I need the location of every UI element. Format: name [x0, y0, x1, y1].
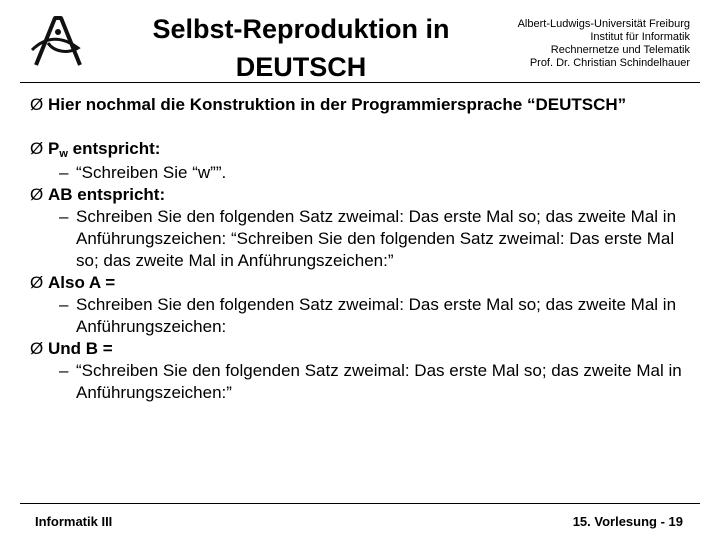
- footer-divider: [20, 503, 700, 504]
- sub-bullet-text: Schreiben Sie den folgenden Satz zweimal: Das erste Mal so; das zweite Mal in Anführungszeichen: “Schreiben Sie den folgenden Satz zweimal: Das erste Mal so; das zweite Mal in Anführungszeichen:”: [76, 207, 677, 270]
- institution-line: Institut für Informatik: [590, 31, 690, 43]
- institution-line: Prof. Dr. Christian Schindelhauer: [529, 57, 690, 69]
- institution-info: [480, 18, 690, 70]
- sub-bullet-text: “Schreiben Sie den folgenden Satz zweimal: Das erste Mal so; das zweite Mal in Anführungszeichen:”: [76, 361, 682, 402]
- bullet-text: AB entspricht:: [48, 185, 166, 204]
- slide-title: [140, 10, 462, 86]
- sub-bullet-text: Schreiben Sie den folgenden Satz zweimal: Das erste Mal so; das zweite Mal in Anführungszeichen:: [76, 295, 677, 336]
- bullet-text: Also A =: [48, 273, 116, 292]
- bullet-text-subscript: w: [59, 148, 68, 160]
- dash-marker: –: [59, 361, 69, 380]
- bullet-konstruktion: [30, 94, 700, 116]
- sub-bullet: [30, 162, 700, 184]
- bullet-pw: [30, 138, 700, 162]
- bullet-marker-icon: Ø: [30, 339, 44, 358]
- bullet-b: [30, 338, 700, 360]
- bullet-marker-icon: Ø: [30, 185, 44, 204]
- slide-title-line2: DEUTSCH: [235, 52, 367, 82]
- institution-line: Albert-Ludwigs-Universität Freiburg: [517, 18, 690, 30]
- title-divider: [20, 82, 700, 83]
- institution-line: Rechnernetze und Telematik: [550, 44, 690, 56]
- dash-marker: –: [59, 295, 69, 314]
- bullet-marker-icon: Ø: [30, 95, 44, 114]
- dash-marker: –: [59, 207, 69, 226]
- university-logo-icon: [28, 10, 86, 72]
- bullet-marker-icon: Ø: [30, 273, 44, 292]
- sub-bullet: [30, 206, 700, 272]
- sub-bullet-text: “Schreiben Sie “w””.: [76, 163, 227, 182]
- bullet-a: [30, 272, 700, 294]
- footer-course: Informatik III: [35, 514, 113, 529]
- slide-title-line1: Selbst-Reproduktion in: [152, 14, 450, 44]
- footer-lecture-page: 15. Vorlesung - 19: [572, 514, 683, 529]
- bullet-text: Hier nochmal die Konstruktion in der Programmiersprache “DEUTSCH”: [48, 95, 627, 114]
- sub-bullet: [30, 360, 700, 404]
- slide-content: [30, 94, 700, 404]
- bullet-text: Und B =: [48, 339, 113, 358]
- bullet-text-pw: P: [48, 139, 60, 158]
- bullet-ab: [30, 184, 700, 206]
- bullet-text-rest: entspricht:: [67, 139, 161, 158]
- bullet-marker-icon: Ø: [30, 139, 44, 158]
- dash-marker: –: [59, 163, 69, 182]
- sub-bullet: [30, 294, 700, 338]
